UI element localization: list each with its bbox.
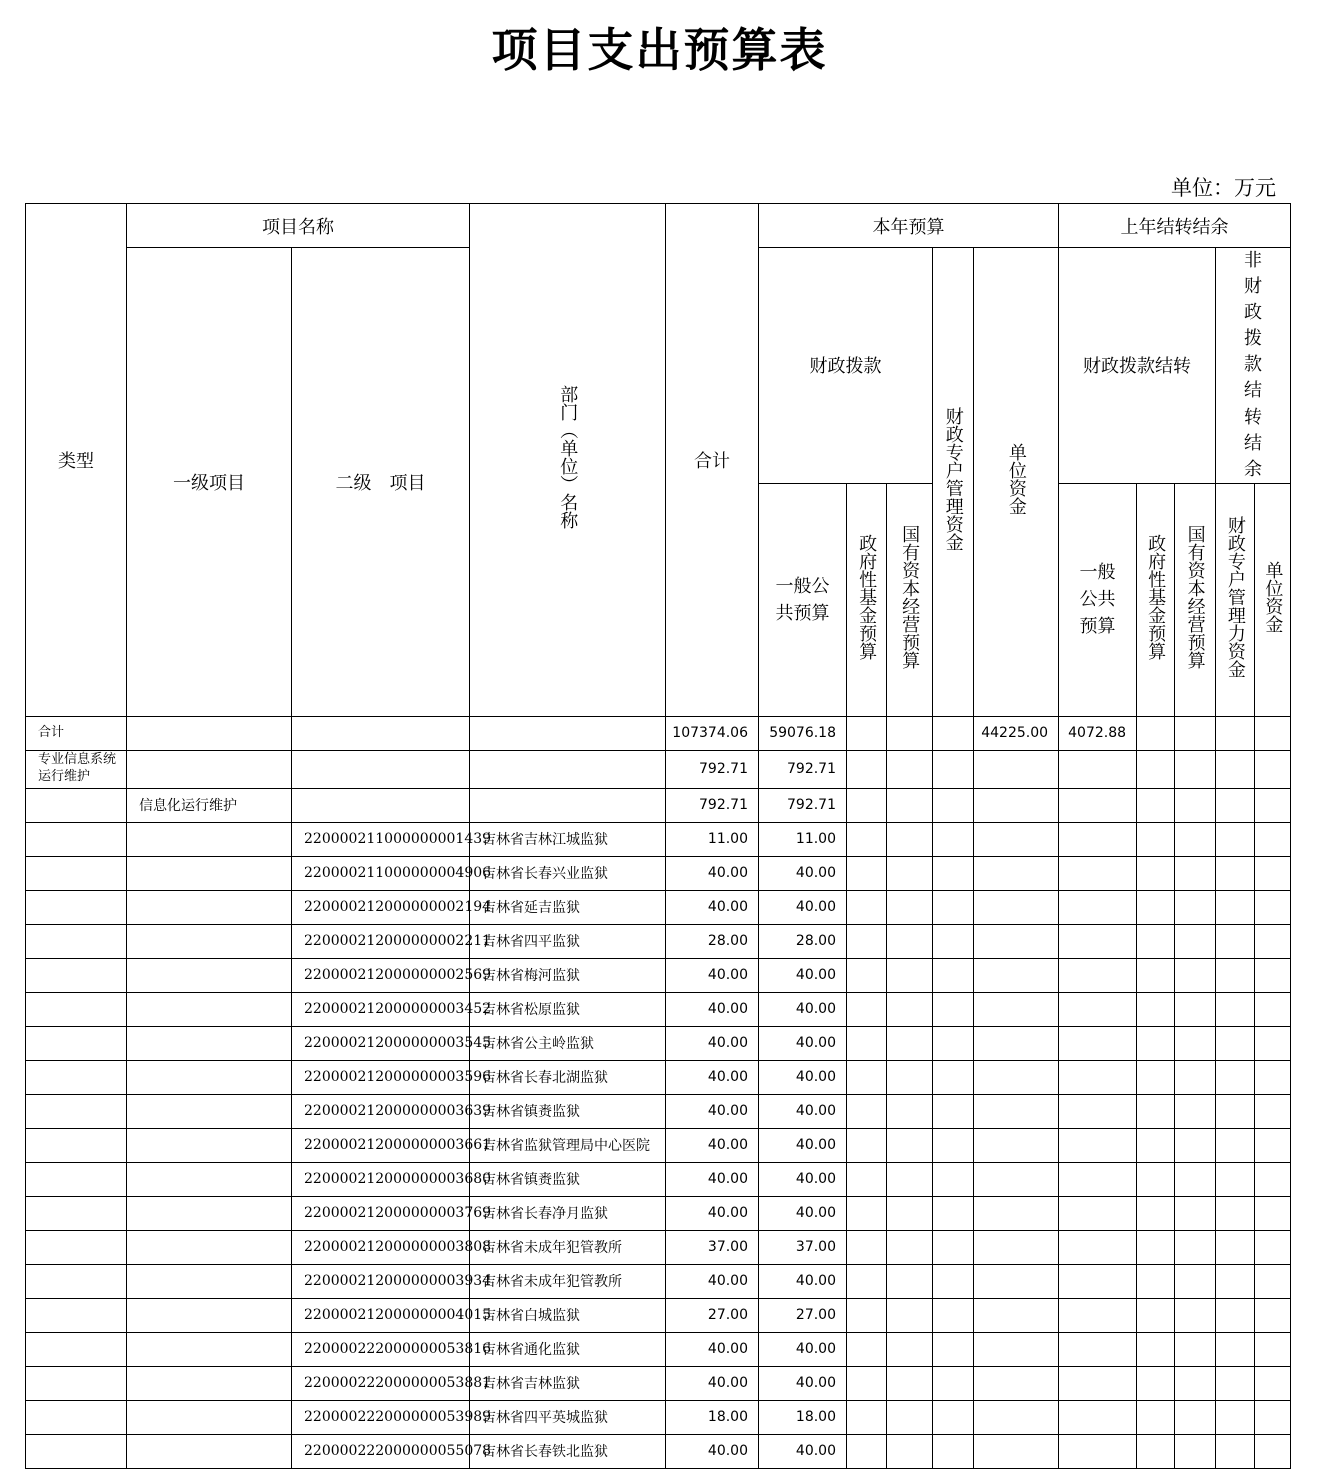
summary-general-public: 59076.18 [759,716,847,750]
dept-name: 吉林省白城监狱 [470,1298,666,1332]
summary-total: 107374.06 [666,716,759,750]
row-total: 40.00 [666,1196,759,1230]
header-general-public: 一般公共预算 [759,483,847,716]
header-ly-gov-fund [1137,483,1175,716]
header-ly-state-capital-text: 国有资本经营预算 [1184,525,1206,670]
row-general-public: 40.00 [759,1026,847,1060]
row-total: 11.00 [666,822,759,856]
header-ly-gov-fund-text: 政府性基金预算 [1145,534,1167,661]
table-row [26,992,1291,1026]
row-general-public: 40.00 [759,1264,847,1298]
table-row [26,1162,1291,1196]
dept-name: 吉林省长春北湖监狱 [470,1060,666,1094]
row-total: 40.00 [666,1332,759,1366]
row-general-public: 40.00 [759,1434,847,1468]
row-general-public: 40.00 [759,1332,847,1366]
page-title: 项目支出预算表 [491,23,828,77]
row-total: 40.00 [666,1060,759,1094]
header-last-year-carry: 上年结转结余 [1059,204,1291,248]
header-fiscal-appropriation: 财政拨款 [759,248,933,484]
category-type: 专业信息系统运行维护 [26,750,127,788]
header-ly-fiscal-special-text: 财政专户管理力资金 [1224,516,1246,679]
row-general-public: 27.00 [759,1298,847,1332]
header-ly-fiscal-special [1216,483,1255,716]
project-code: 220000222000000053881 [292,1366,470,1400]
row-total: 40.00 [666,1128,759,1162]
header-ly-unit-fund [1255,483,1291,716]
table-row [26,1434,1291,1468]
row-general-public: 37.00 [759,1230,847,1264]
project-code: 220000212000000003680 [292,1162,470,1196]
project-code: 220000211000000004906 [292,856,470,890]
row-total: 40.00 [666,1434,759,1468]
header-state-capital [887,483,933,716]
table-row [26,1026,1291,1060]
row-total: 27.00 [666,1298,759,1332]
row-total: 40.00 [666,1264,759,1298]
header-type: 类型 [26,204,127,717]
header-level2: 二级 项目 [292,248,470,717]
project-code: 220000222000000055078 [292,1434,470,1468]
unit-label: 单位：万元 [1171,176,1276,200]
row-general-public: 18.00 [759,1400,847,1434]
dept-name: 吉林省监狱管理局中心医院 [470,1128,666,1162]
dept-name: 吉林省延吉监狱 [470,890,666,924]
table-row [26,958,1291,992]
project-code: 220000222000000053989 [292,1400,470,1434]
header-dept-text: 部门（单位）名称 [557,385,579,530]
project-code: 220000212000000003808 [292,1230,470,1264]
row-total: 37.00 [666,1230,759,1264]
header-fiscal-special [933,248,974,717]
dept-name: 吉林省未成年犯管教所 [470,1264,666,1298]
row-total: 40.00 [666,958,759,992]
summary-type: 合计 [26,716,127,750]
header-non-fiscal-carry: 非财政拨款结转结余 [1216,248,1291,484]
header-total: 合计 [666,204,759,717]
table-row [26,1060,1291,1094]
table-header [26,204,1291,717]
dept-name: 吉林省四平监狱 [470,924,666,958]
row-general-public: 40.00 [759,1366,847,1400]
row-total: 40.00 [666,992,759,1026]
dept-name: 吉林省四平英城监狱 [470,1400,666,1434]
budget-table [25,203,1291,1469]
row-total: 40.00 [666,1094,759,1128]
dept-name: 吉林省未成年犯管教所 [470,1230,666,1264]
row-general-public: 40.00 [759,1196,847,1230]
table-row [26,822,1291,856]
dept-name: 吉林省吉林江城监狱 [470,822,666,856]
category-row [26,750,1291,788]
header-ly-unit-fund-text: 单位资金 [1262,561,1284,634]
category-general-public: 792.71 [759,750,847,788]
row-total: 28.00 [666,924,759,958]
header-fiscal-special-text: 财政专户管理资金 [942,407,964,552]
project-code: 220000212000000003769 [292,1196,470,1230]
level1-name: 信息化运行维护 [127,788,292,822]
project-code: 220000222000000053816 [292,1332,470,1366]
header-fiscal-carry: 财政拨款结转 [1059,248,1216,484]
table-body [26,716,1291,1468]
row-total: 40.00 [666,1366,759,1400]
project-code: 220000212000000003661 [292,1128,470,1162]
project-code: 220000212000000003452 [292,992,470,1026]
header-dept [470,204,666,717]
table-row [26,890,1291,924]
row-general-public: 28.00 [759,924,847,958]
dept-name: 吉林省通化监狱 [470,1332,666,1366]
row-general-public: 40.00 [759,1128,847,1162]
level1-row [26,788,1291,822]
header-state-capital-text: 国有资本经营预算 [899,525,921,670]
header-ly-general-public: 一般公共预算 [1059,483,1137,716]
row-total: 40.00 [666,890,759,924]
header-unit-fund-text: 单位资金 [1005,443,1027,516]
table-row [26,1196,1291,1230]
table-row [26,1264,1291,1298]
row-general-public: 40.00 [759,890,847,924]
level1-general-public: 792.71 [759,788,847,822]
dept-name: 吉林省长春兴业监狱 [470,856,666,890]
row-total: 40.00 [666,856,759,890]
table-row [26,1298,1291,1332]
row-general-public: 40.00 [759,1060,847,1094]
dept-name: 吉林省梅河监狱 [470,958,666,992]
table-row [26,1400,1291,1434]
header-ly-state-capital [1175,483,1216,716]
row-total: 40.00 [666,1026,759,1060]
category-total: 792.71 [666,750,759,788]
row-general-public: 11.00 [759,822,847,856]
table-row [26,924,1291,958]
table-row [26,1128,1291,1162]
project-code: 220000212000000003596 [292,1060,470,1094]
row-total: 40.00 [666,1162,759,1196]
project-code: 220000211000000001439 [292,822,470,856]
summary-ly-general-public: 4072.88 [1059,716,1137,750]
project-code: 220000212000000003545 [292,1026,470,1060]
project-code: 220000212000000003639 [292,1094,470,1128]
row-general-public: 40.00 [759,1162,847,1196]
dept-name: 吉林省镇赉监狱 [470,1162,666,1196]
header-current-year: 本年预算 [759,204,1059,248]
summary-unit-fund: 44225.00 [974,716,1059,750]
row-total: 18.00 [666,1400,759,1434]
project-code: 220000212000000002569 [292,958,470,992]
project-code: 220000212000000003934 [292,1264,470,1298]
table-row [26,856,1291,890]
table-row [26,1230,1291,1264]
dept-name: 吉林省松原监狱 [470,992,666,1026]
project-code: 220000212000000002194 [292,890,470,924]
row-general-public: 40.00 [759,1094,847,1128]
dept-name: 吉林省吉林监狱 [470,1366,666,1400]
row-general-public: 40.00 [759,958,847,992]
project-code: 220000212000000004015 [292,1298,470,1332]
dept-name: 吉林省长春净月监狱 [470,1196,666,1230]
header-unit-fund [974,248,1059,717]
row-general-public: 40.00 [759,992,847,1026]
header-gov-fund [847,483,887,716]
header-project-name: 项目名称 [127,204,470,248]
dept-name: 吉林省长春铁北监狱 [470,1434,666,1468]
project-code: 220000212000000002211 [292,924,470,958]
table-row [26,1366,1291,1400]
header-gov-fund-text: 政府性基金预算 [856,534,878,661]
table-row [26,1094,1291,1128]
header-level1: 一级项目 [127,248,292,717]
table-row [26,1332,1291,1366]
dept-name: 吉林省公主岭监狱 [470,1026,666,1060]
row-general-public: 40.00 [759,856,847,890]
dept-name: 吉林省镇赉监狱 [470,1094,666,1128]
summary-row [26,716,1291,750]
level1-total: 792.71 [666,788,759,822]
